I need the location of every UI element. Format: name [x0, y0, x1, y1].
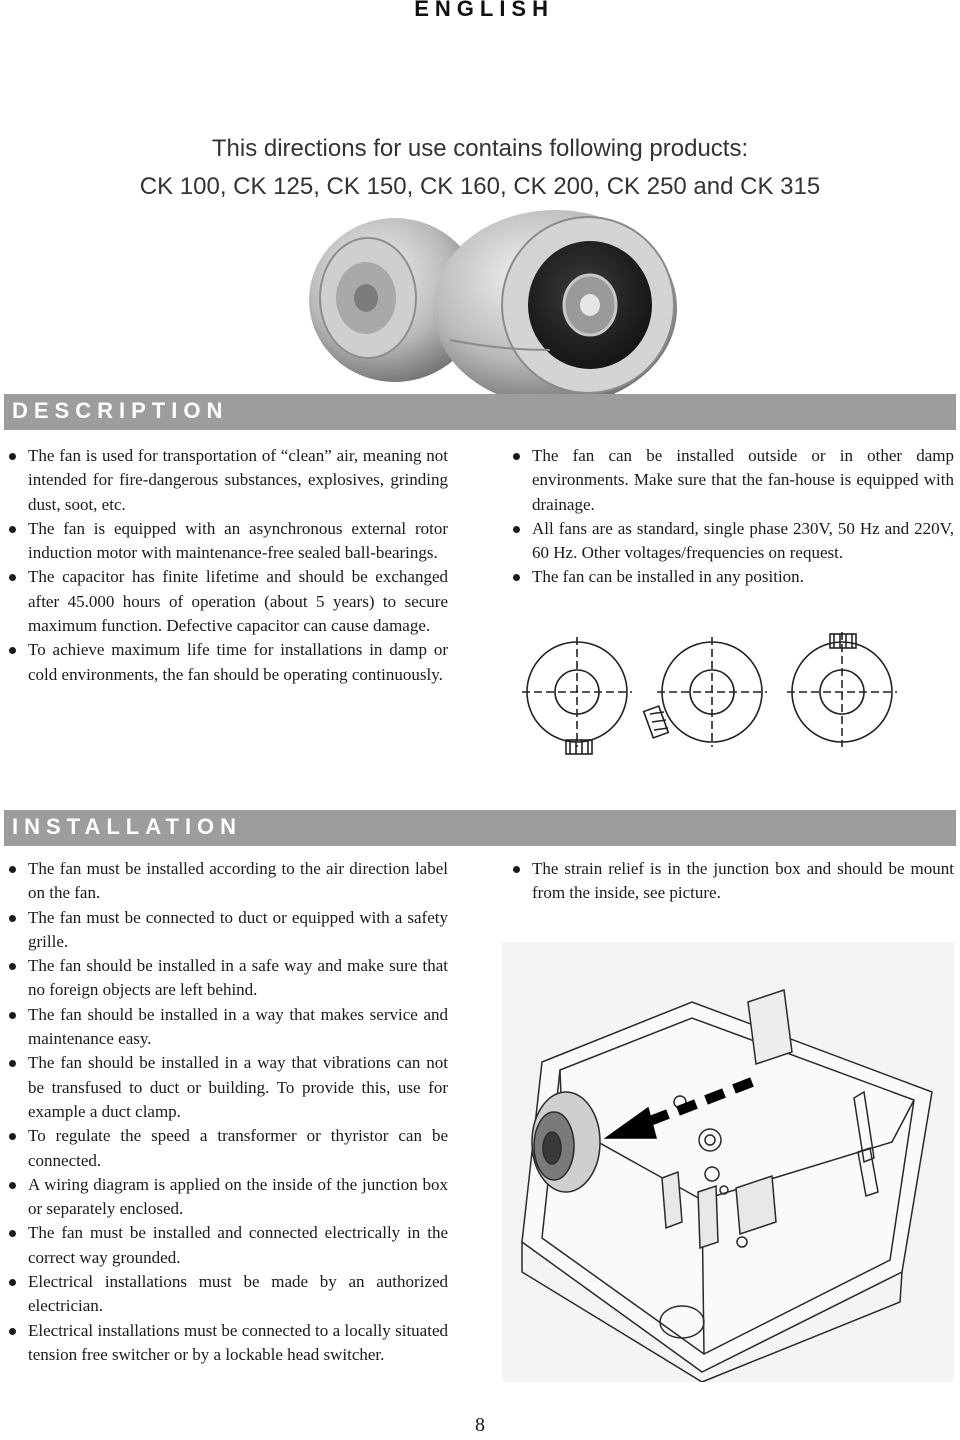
list-item: To regulate the speed a transformer or thyristor can be connected.	[6, 1124, 448, 1173]
description-right-list	[510, 444, 954, 590]
list-item: The strain relief is in the junction box and should be mount from the inside, see picture.	[510, 857, 954, 906]
installation-title: INSTALLATION	[12, 814, 243, 839]
mounting-position-diagram	[522, 632, 942, 772]
list-item: Electrical installations must be connected to a locally situated tension free switcher or by a lockable head switcher.	[6, 1319, 448, 1368]
list-item: The capacitor has finite lifetime and should be exchanged after 45.000 hours of operation (about 5 years) to secure maximum function. Defective capacitor can cause damage.	[6, 565, 448, 638]
description-header-bar	[4, 394, 956, 430]
list-item: The fan must be connected to duct or equipped with a safety grille.	[6, 906, 448, 955]
list-item: The fan should be installed in a safe way and make sure that no foreign objects are left behind.	[6, 954, 448, 1003]
intro-text	[0, 130, 960, 206]
intro-line-1: This directions for use contains following products:	[211, 135, 749, 162]
list-item: The fan can be installed outside or in other damp environments. Make sure that the fan-house is equipped with drainage.	[510, 444, 954, 517]
list-item: All fans are as standard, single phase 230V, 50 Hz and 220V, 60 Hz. Other voltages/frequencies on request.	[510, 517, 954, 566]
language-heading: ENGLISH	[414, 0, 554, 21]
description-title: DESCRIPTION	[12, 398, 229, 423]
list-item: The fan must be installed according to the air direction label on the fan.	[6, 857, 448, 906]
list-item: A wiring diagram is applied on the inside of the junction box or separately enclosed.	[6, 1173, 448, 1222]
intro-line-2: CK 100, CK 125, CK 150, CK 160, CK 200, CK 250 and CK 315	[139, 173, 821, 200]
list-item: The fan should be installed in a way that makes service and maintenance easy.	[6, 1003, 448, 1052]
list-item: The fan is equipped with an asynchronous external rotor induction motor with maintenance-free sealed ball-bearings.	[6, 517, 448, 566]
installation-left-list	[6, 857, 448, 1367]
description-left-list	[6, 444, 448, 687]
list-item: Electrical installations must be made by an authorized electrician.	[6, 1270, 448, 1319]
list-item: The fan is used for transportation of “clean” air, meaning not intended for fire-dangerous substances, explosives, grinding dust, soot, etc.	[6, 444, 448, 517]
page-number: 8	[475, 1414, 485, 1436]
list-item: The fan should be installed in a way that vibrations can not be transfused to duct or building. To provide this, use for example a duct clamp.	[6, 1051, 448, 1124]
list-item: To achieve maximum life time for installations in damp or cold environments, the fan should be operating continuously.	[6, 638, 448, 687]
installation-header-bar	[4, 810, 956, 846]
fan-product-photo	[300, 200, 700, 410]
installation-right-list	[510, 857, 954, 906]
list-item: The fan can be installed in any position.	[510, 565, 954, 589]
list-item: The fan must be installed and connected electrically in the correct way grounded.	[6, 1221, 448, 1270]
junction-box-illustration	[502, 942, 954, 1382]
